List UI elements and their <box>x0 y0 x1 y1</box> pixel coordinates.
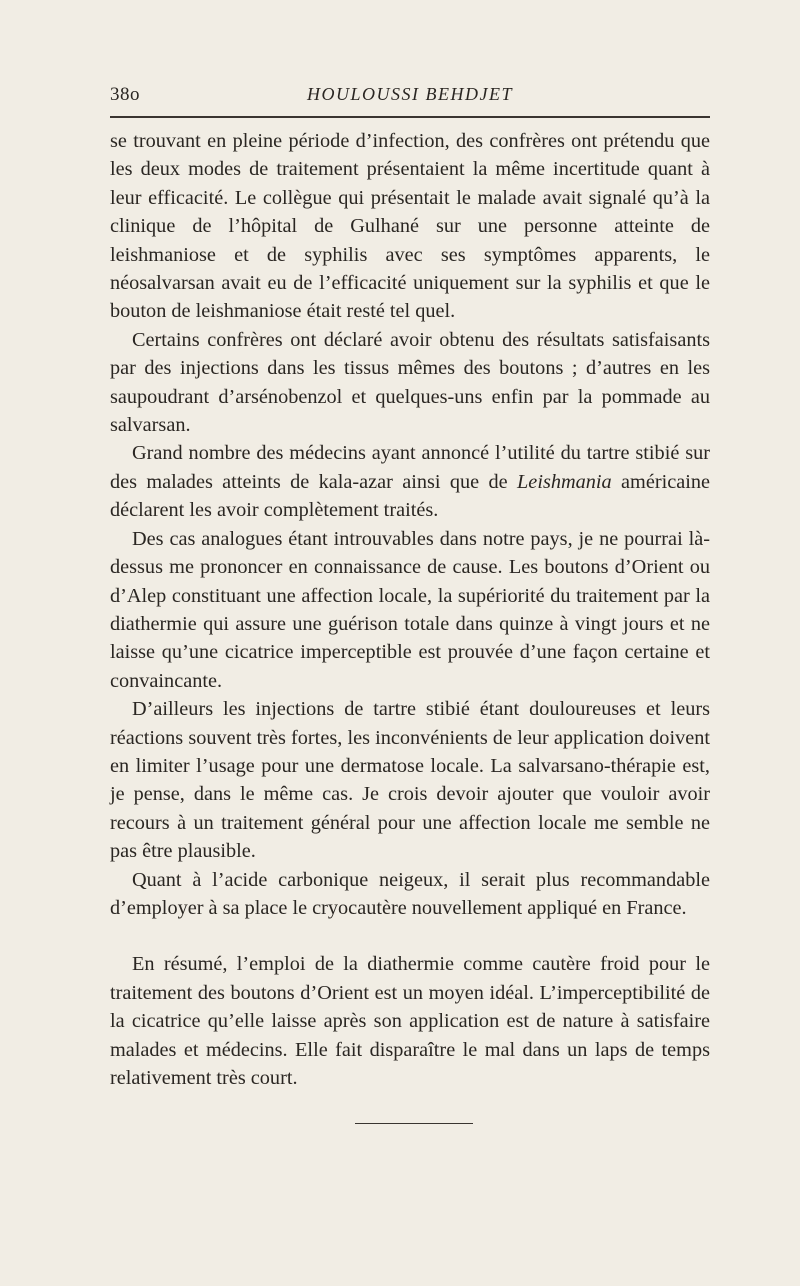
paragraph-6: Quant à l’acide carbonique neigeux, il serait plus recommandable d’employer à sa place le cryocautère nouvellement appliqué en France. <box>110 868 710 919</box>
end-rule <box>355 1123 473 1124</box>
header-rule <box>110 116 710 118</box>
body-text <box>110 127 710 1092</box>
paragraph-3 <box>110 439 710 524</box>
paragraph-4: Des cas analogues étant introuvables dans notre pays, je ne pourrai là-dessus me prononcer en connaissance de cause. Les boutons d’Orient ou d’Alep constituant une affection locale, la supériorité du traitement par la diathermie qui assure une guérison totale dans quinze à vingt jours et ne laisse qu’une cicatrice imperceptible est prouvée d’une façon certaine et convaincante. <box>110 527 710 692</box>
summary-paragraph: En résumé, l’emploi de la diathermie comme cautère froid pour le traitement des boutons d’Orient est un moyen idéal. L’imperceptibilité de la cicatrice qu’elle laisse après son application est de nature à satisfaire malades et médecins. Elle fait disparaître le mal dans un laps de temps relativement très court. <box>110 953 710 1089</box>
page-number: 38o <box>110 84 140 105</box>
paragraph-1: se trouvant en pleine période d’infection, des confrères ont prétendu que les deux modes de traitement présentaient la même incertitude quant à leur efficacité. Le collègue qui présentait le malade avait signalé qu’à la clinique de l’hôpital de Gulhané sur une personne atteinte de leishmaniose et de syphilis avec ses symptômes apparents, le néosalvarsan avait eu de l’efficacité uniquement sur la syphilis et que le bouton de leishmaniose était resté tel quel. <box>110 130 710 323</box>
paragraph-3-text-a: Grand nombre des médecins ayant annoncé l’utilité du tartre stibié sur des malades atteints de kala-azar ainsi que de <box>110 442 710 493</box>
page-header <box>110 84 710 110</box>
italic-term: Leishmania <box>517 470 612 493</box>
running-title: HOULOUSSI BEHDJET <box>307 84 513 104</box>
paragraph-5: D’ailleurs les injections de tartre stibié étant douloureuses et leurs réactions souvent très fortes, les inconvénients de leur application doivent en limiter l’usage pour une dermatose locale. La salvarsano-thérapie est, je pense, dans le même cas. Je crois devoir ajouter que vouloir avoir recours à un traitement général pour une affection locale me semble ne pas être plausible. <box>110 698 710 863</box>
paragraph-3-text-b: américaine déclarent les avoir complètement traités. <box>110 470 710 522</box>
paragraph-2: Certains confrères ont déclaré avoir obtenu des résultats satisfaisants par des injections dans les tissus mêmes des boutons ; d’autres en les saupoudrant d’arsénobenzol et quelques-uns enfin par la pommade au salvarsan. <box>110 328 710 437</box>
